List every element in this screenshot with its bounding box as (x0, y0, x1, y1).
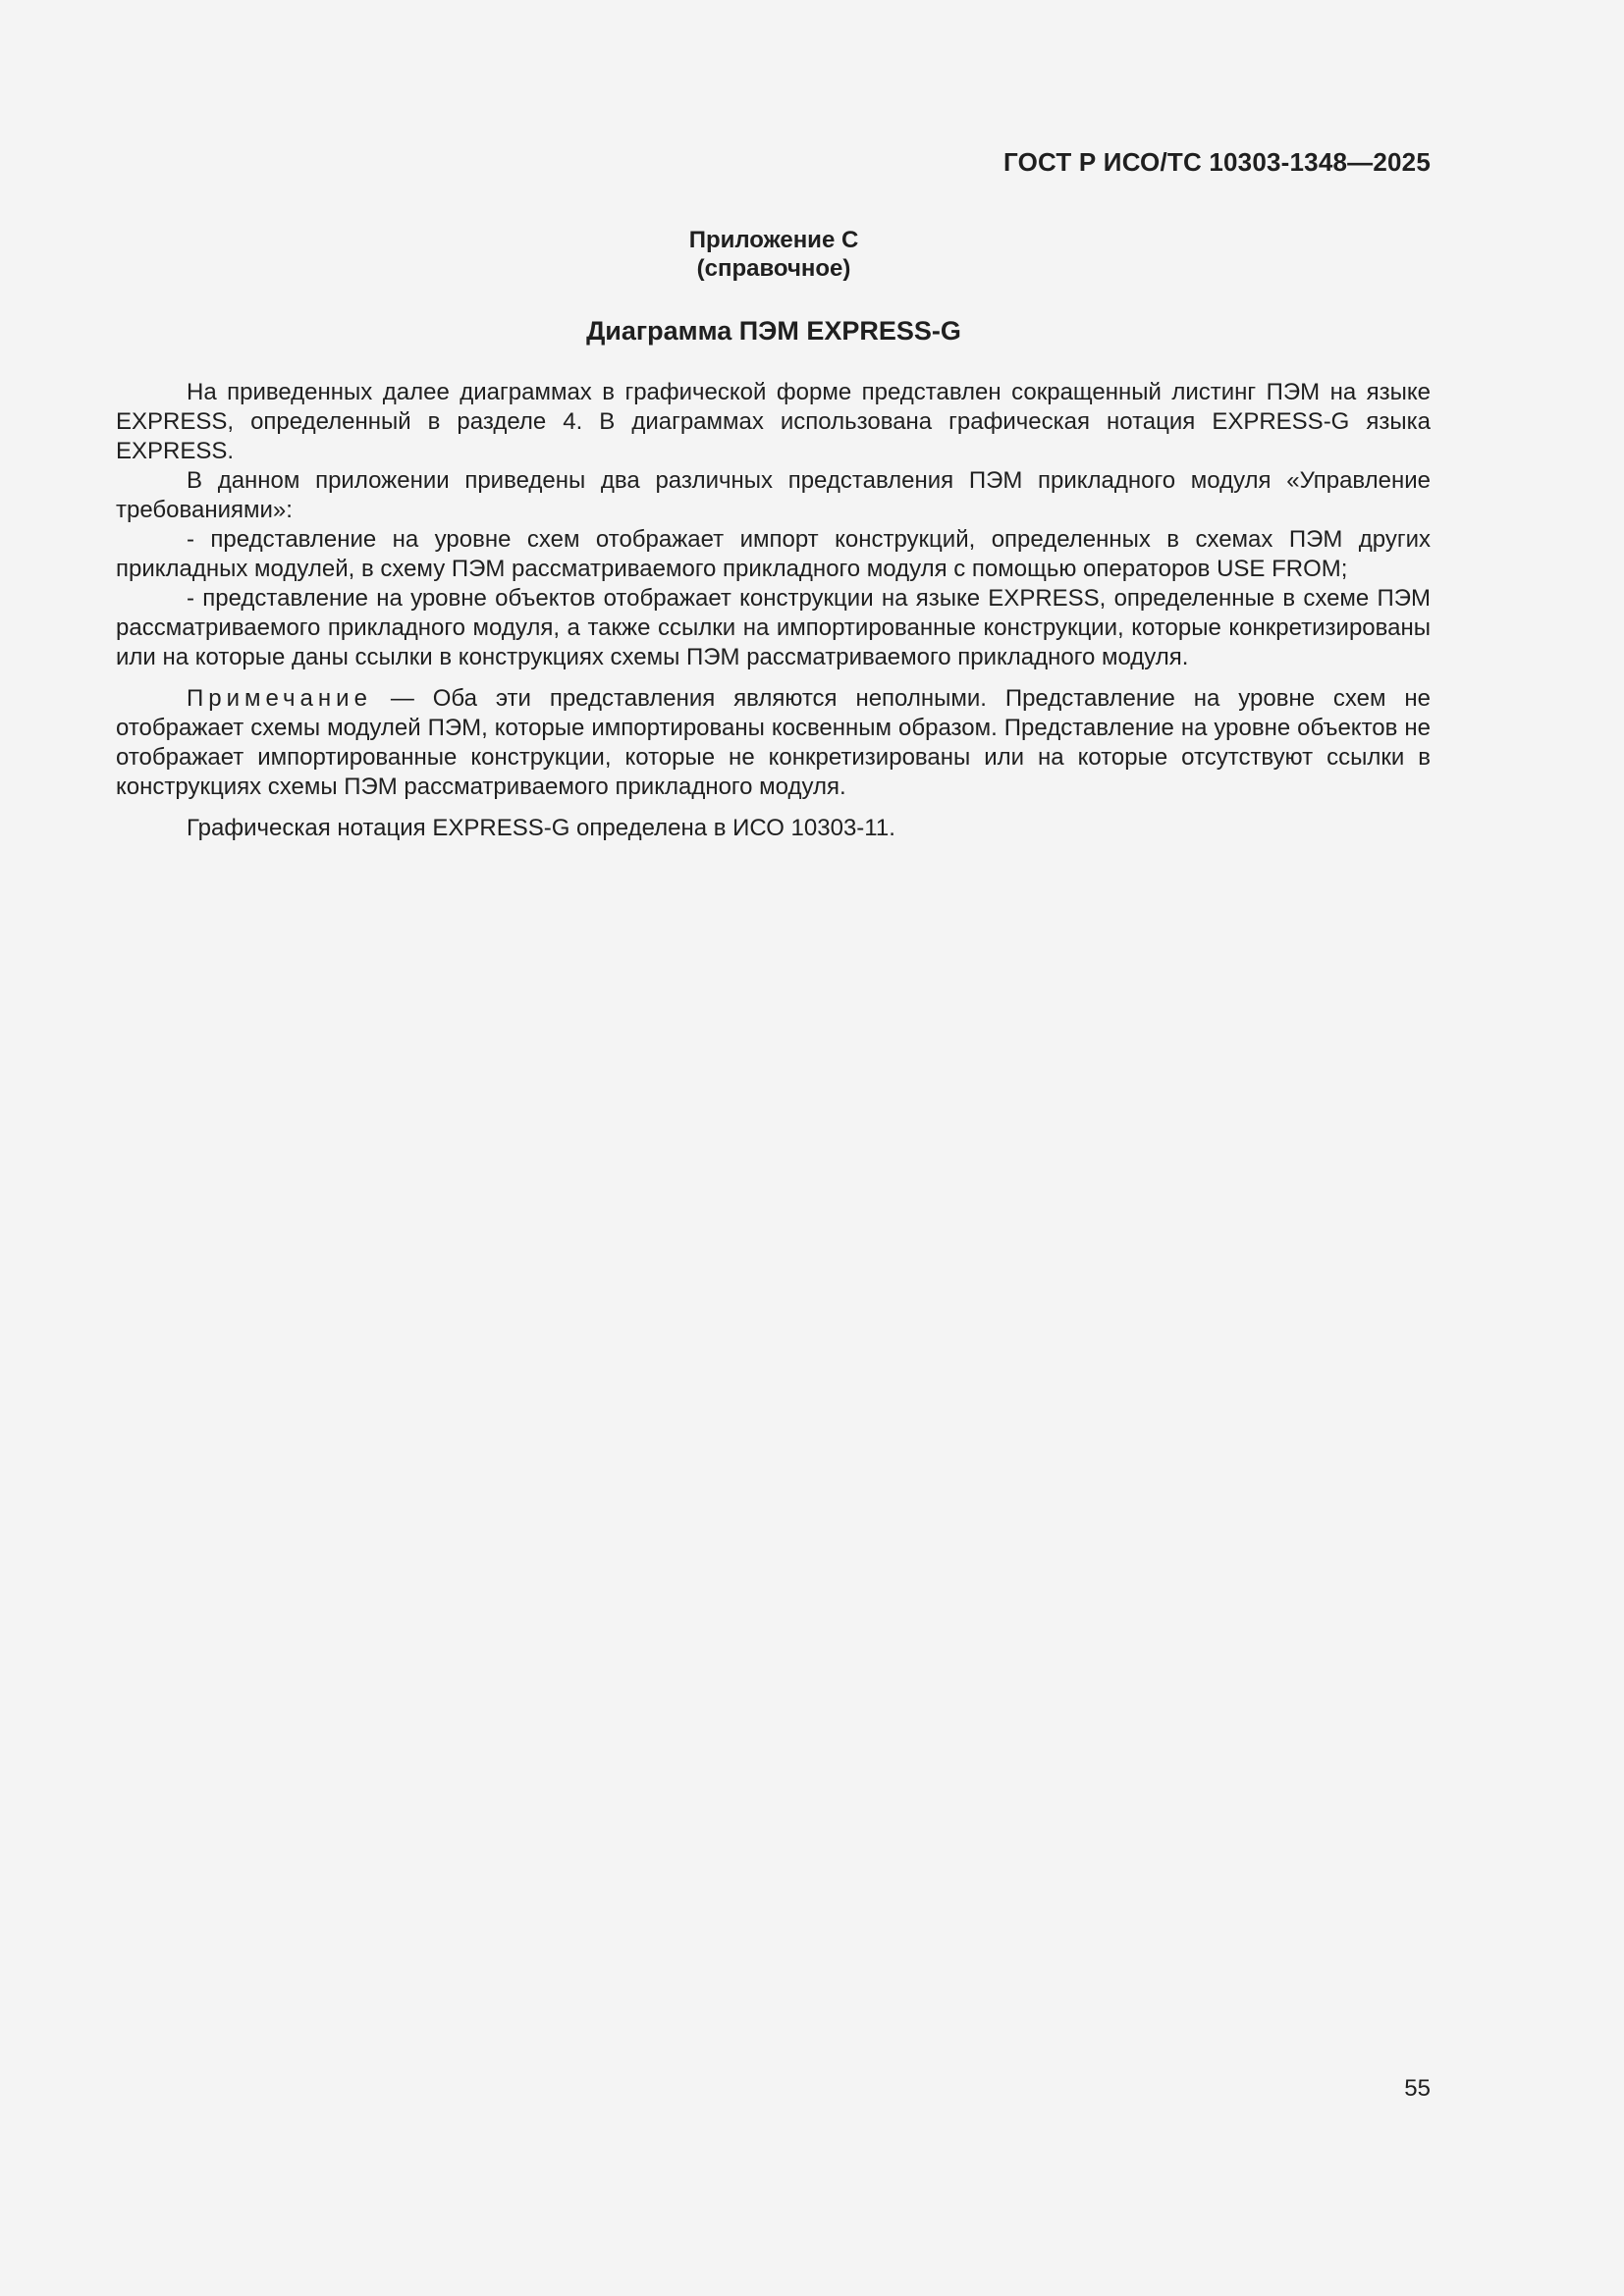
page-number: 55 (1404, 2075, 1431, 2102)
appendix-heading (0, 226, 1547, 283)
appendix-title: Приложение С (688, 227, 859, 253)
document-code: ГОСТ Р ИСО/ТС 10303-1348—2025 (1002, 147, 1431, 177)
section-title: Диаграмма ПЭМ EXPRESS-G (586, 316, 961, 346)
note-label: Примечание (187, 685, 372, 712)
paragraph-schema-level: - представление на уровне схем отображает импорт конструкций, определенных в схемах ПЭМ других прикладных модулей, в схему ПЭМ рассматриваемого прикладного модуля с помощью операторов USE FROM; (116, 526, 1431, 582)
paragraph-representations: В данном приложении приведены два различных представления ПЭМ прикладного модуля «Управление требованиями»: (116, 467, 1431, 523)
note-text: Оба эти представления являются неполными. Представление на уровне схем не отображает схемы модулей ПЭМ, которые импортированы косвенным образом. Представление на уровне объектов не отображает импортированные конструкции, которые не конкретизированы или на которые отсутствуют ссылки в конструкциях схемы ПЭМ рассматриваемого прикладного модуля. (116, 685, 1432, 800)
paragraph-intro: На приведенных далее диаграммах в графической форме представлен сокращенный листинг ПЭМ на языке EXPRESS, определенный в разделе 4. В диаграммах использована графическая нотация EXPRESS-G языка EXPRESS. (116, 379, 1431, 464)
paragraph-object-level: - представление на уровне объектов отображает конструкции на языке EXPRESS, определенные в схеме ПЭМ рассматриваемого прикладного модуля, а также ссылки на импортированные конструкции, которые конкретизированы или на которые даны ссылки в конструкциях схемы ПЭМ рассматриваемого прикладного модуля. (116, 585, 1431, 670)
note-paragraph (116, 684, 1431, 802)
paragraph-notation-reference: Графическая нотация EXPRESS-G определена в ИСО 10303-11. (187, 815, 895, 841)
body-text (116, 378, 1431, 843)
note-dash: — (371, 685, 433, 712)
appendix-subtitle: (справочное) (696, 255, 851, 282)
